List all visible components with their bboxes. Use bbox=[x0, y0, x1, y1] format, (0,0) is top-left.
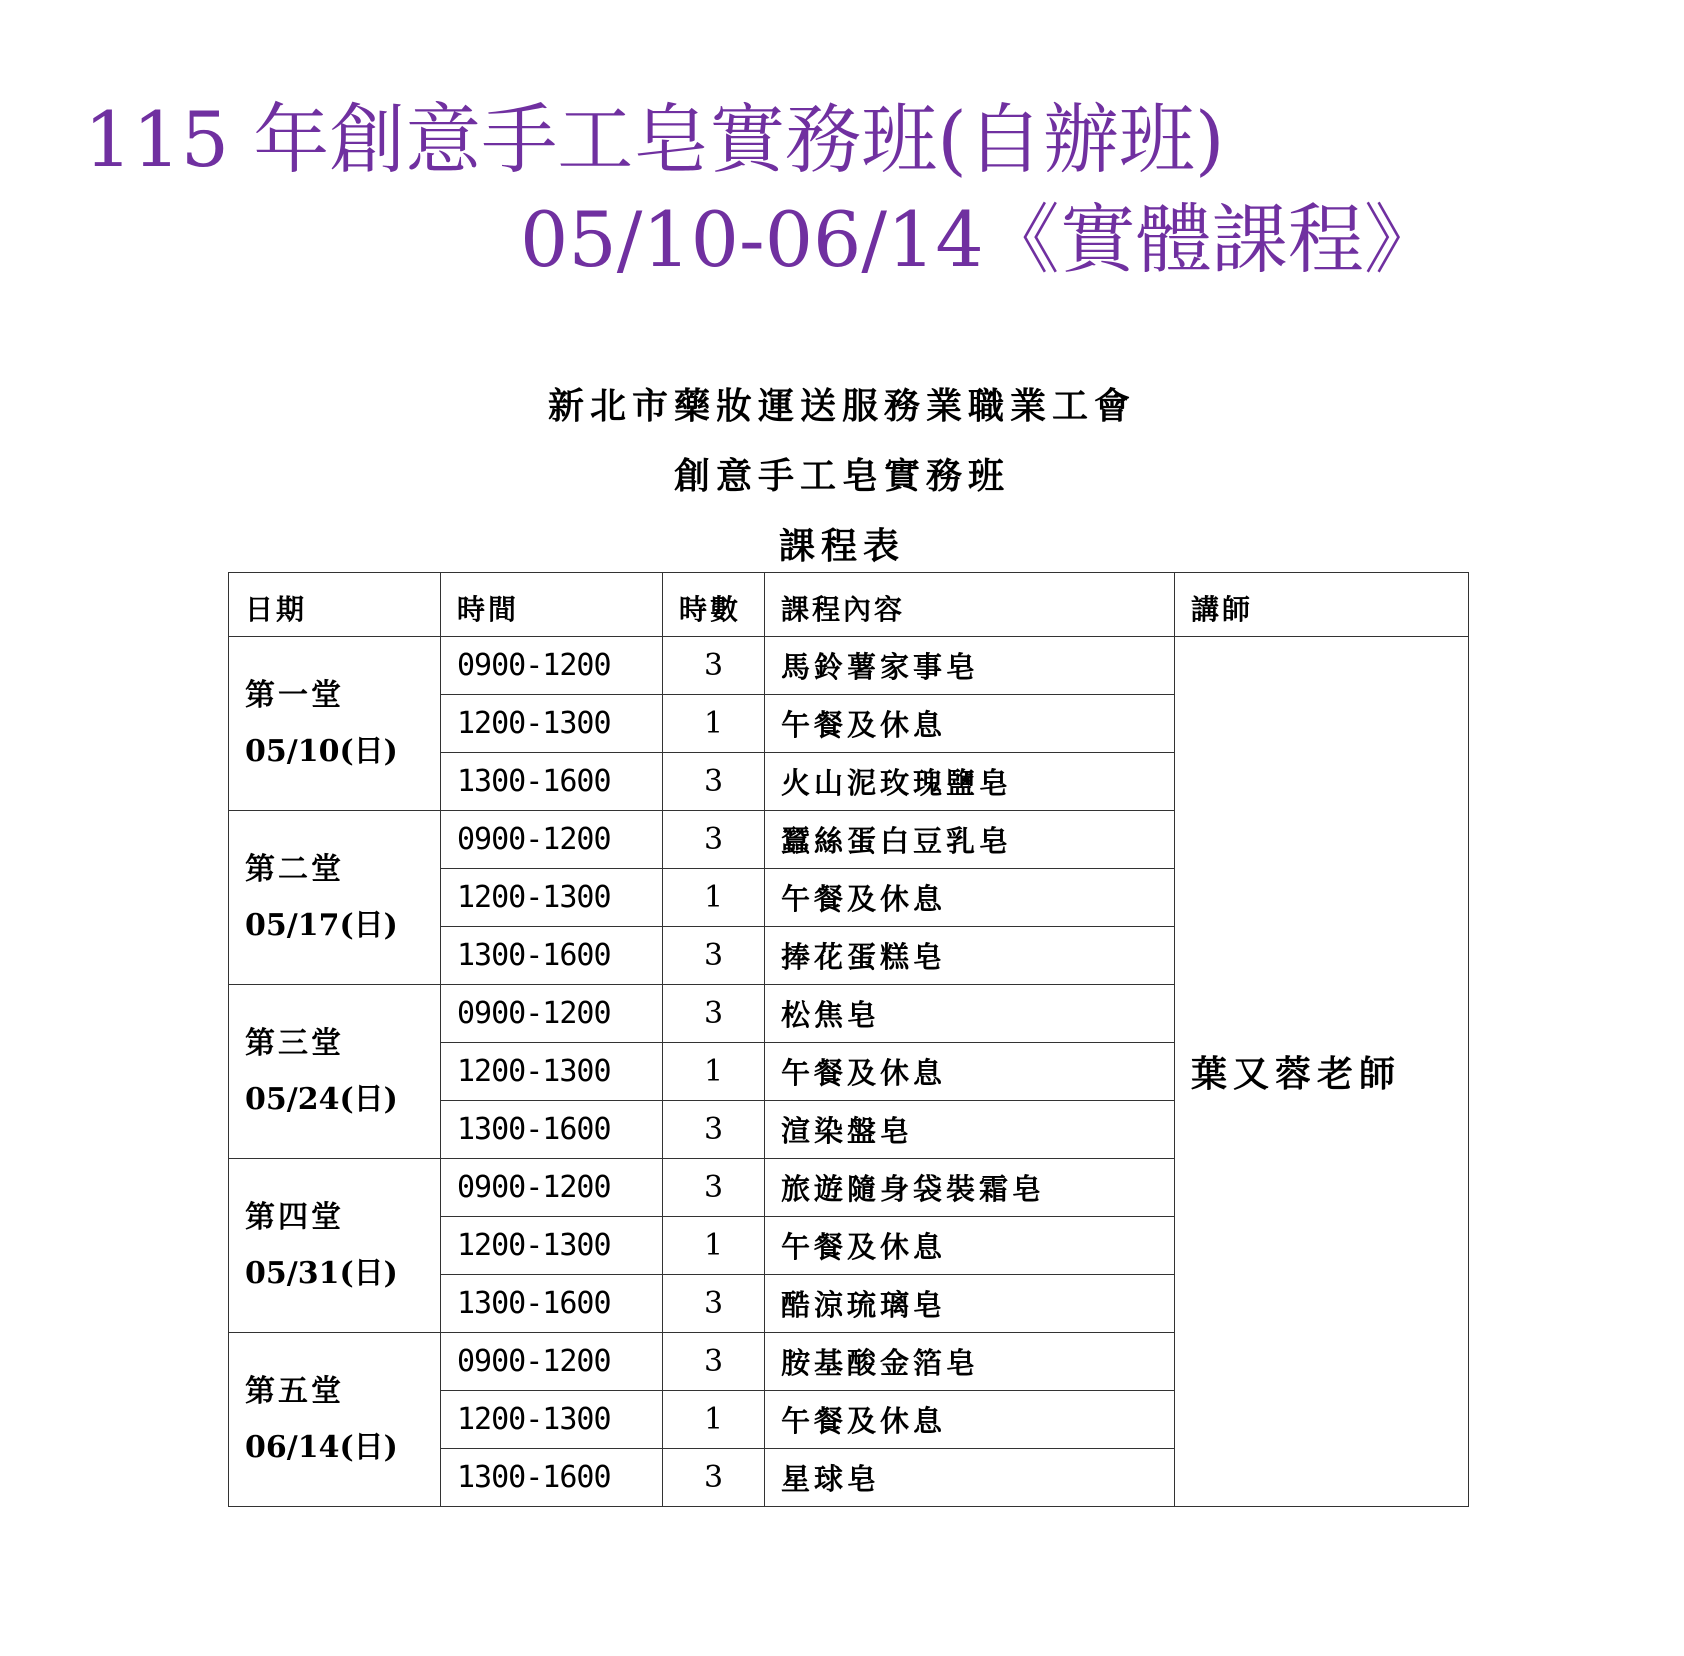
session-name: 第四堂 bbox=[245, 1199, 344, 1235]
session-date: 05/17(日) bbox=[245, 907, 398, 943]
session-name: 第三堂 bbox=[245, 1025, 344, 1061]
content-cell: 旅遊隨身袋裝霜皂 bbox=[765, 1159, 1175, 1217]
time-cell: 1200-1300 bbox=[441, 1391, 663, 1449]
session-cell bbox=[229, 1159, 441, 1333]
header-time: 時間 bbox=[441, 573, 663, 637]
content-cell: 胺基酸金箔皂 bbox=[765, 1333, 1175, 1391]
content-cell: 渲染盤皂 bbox=[765, 1101, 1175, 1159]
time-cell: 1300-1600 bbox=[441, 1101, 663, 1159]
course-heading: 創意手工皂實務班 bbox=[673, 456, 1010, 497]
organization-heading: 新北市藥妝運送服務業職業工會 bbox=[547, 386, 1136, 427]
time-cell: 1300-1600 bbox=[441, 927, 663, 985]
hours-cell: 3 bbox=[663, 637, 765, 695]
hours-cell: 3 bbox=[663, 1101, 765, 1159]
time-cell: 0900-1200 bbox=[441, 637, 663, 695]
content-cell: 火山泥玫瑰鹽皂 bbox=[765, 753, 1175, 811]
session-name: 第五堂 bbox=[245, 1373, 344, 1409]
header-date: 日期 bbox=[229, 573, 441, 637]
time-cell: 1200-1300 bbox=[441, 1217, 663, 1275]
page-title-line1: 115 年創意手工皂實務班(自辦班) bbox=[84, 95, 1225, 184]
hours-cell: 1 bbox=[663, 1391, 765, 1449]
header-hours: 時數 bbox=[663, 573, 765, 637]
content-cell: 午餐及休息 bbox=[765, 869, 1175, 927]
session-cell bbox=[229, 985, 441, 1159]
session-cell bbox=[229, 637, 441, 811]
schedule-table bbox=[228, 572, 1469, 1507]
hours-cell: 3 bbox=[663, 1449, 765, 1507]
time-cell: 0900-1200 bbox=[441, 1333, 663, 1391]
session-name: 第一堂 bbox=[245, 677, 344, 713]
hours-cell: 3 bbox=[663, 1159, 765, 1217]
hours-cell: 1 bbox=[663, 695, 765, 753]
page-title-line2: 05/10-06/14《實體課程》 bbox=[520, 195, 1440, 284]
hours-cell: 3 bbox=[663, 1275, 765, 1333]
hours-cell: 3 bbox=[663, 927, 765, 985]
time-cell: 0900-1200 bbox=[441, 985, 663, 1043]
hours-cell: 3 bbox=[663, 1333, 765, 1391]
content-cell: 午餐及休息 bbox=[765, 695, 1175, 753]
header-content: 課程內容 bbox=[765, 573, 1175, 637]
hours-cell: 3 bbox=[663, 811, 765, 869]
session-date: 06/14(日) bbox=[245, 1429, 398, 1465]
time-cell: 1300-1600 bbox=[441, 1275, 663, 1333]
content-cell: 午餐及休息 bbox=[765, 1391, 1175, 1449]
time-cell: 1200-1300 bbox=[441, 1043, 663, 1101]
content-cell: 馬鈴薯家事皂 bbox=[765, 637, 1175, 695]
schedule-heading: 課程表 bbox=[778, 526, 905, 567]
session-date: 05/31(日) bbox=[245, 1255, 398, 1291]
table-header-row bbox=[229, 573, 1469, 637]
hours-cell: 1 bbox=[663, 1043, 765, 1101]
time-cell: 1200-1300 bbox=[441, 869, 663, 927]
hours-cell: 3 bbox=[663, 753, 765, 811]
teacher-cell: 葉又蓉老師 bbox=[1175, 637, 1469, 1507]
time-cell: 1300-1600 bbox=[441, 1449, 663, 1507]
content-cell: 午餐及休息 bbox=[765, 1217, 1175, 1275]
hours-cell: 3 bbox=[663, 985, 765, 1043]
session-date: 05/10(日) bbox=[245, 733, 398, 769]
time-cell: 0900-1200 bbox=[441, 1159, 663, 1217]
session-date: 05/24(日) bbox=[245, 1081, 398, 1117]
session-cell bbox=[229, 1333, 441, 1507]
time-cell: 1300-1600 bbox=[441, 753, 663, 811]
content-cell: 午餐及休息 bbox=[765, 1043, 1175, 1101]
content-cell: 酷涼琉璃皂 bbox=[765, 1275, 1175, 1333]
time-cell: 1200-1300 bbox=[441, 695, 663, 753]
content-cell: 蠶絲蛋白豆乳皂 bbox=[765, 811, 1175, 869]
session-name: 第二堂 bbox=[245, 851, 344, 887]
content-cell: 捧花蛋糕皂 bbox=[765, 927, 1175, 985]
table-row bbox=[229, 637, 1469, 695]
time-cell: 0900-1200 bbox=[441, 811, 663, 869]
content-cell: 星球皂 bbox=[765, 1449, 1175, 1507]
session-cell bbox=[229, 811, 441, 985]
content-cell: 松焦皂 bbox=[765, 985, 1175, 1043]
hours-cell: 1 bbox=[663, 1217, 765, 1275]
hours-cell: 1 bbox=[663, 869, 765, 927]
header-teacher: 講師 bbox=[1175, 573, 1469, 637]
